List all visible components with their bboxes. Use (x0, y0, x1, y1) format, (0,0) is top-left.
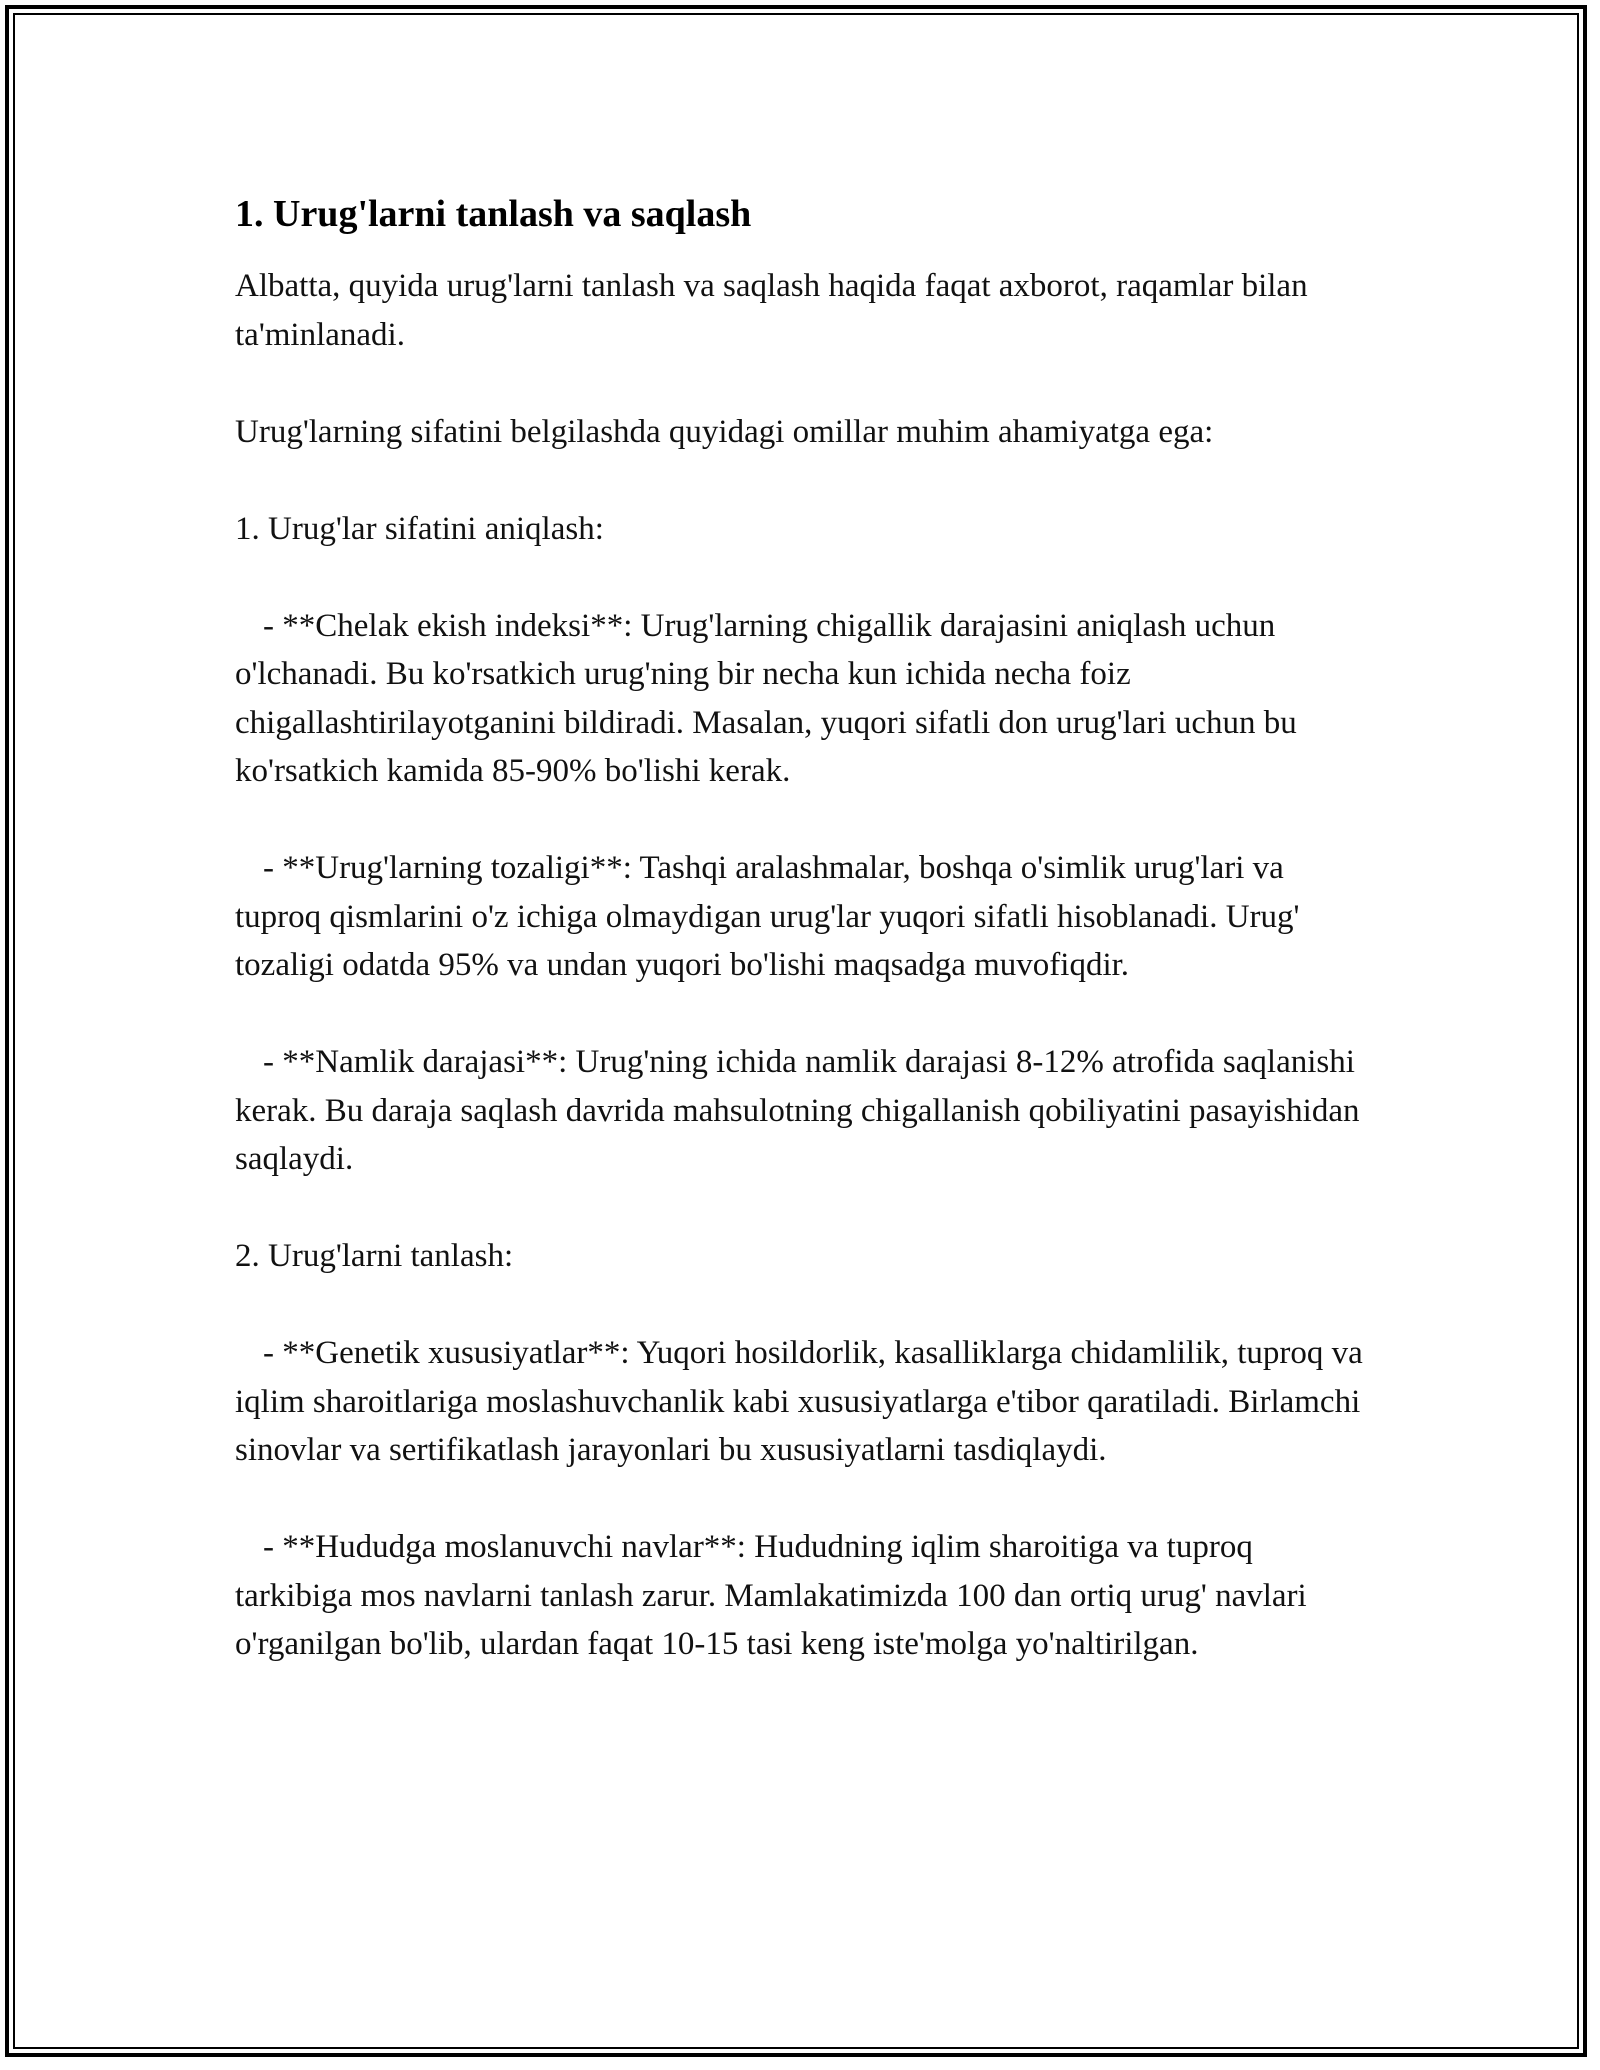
document-body (235, 190, 1370, 1717)
section-heading-selection: 2. Urug'larni tanlash: (235, 1238, 514, 1274)
paragraph-intro: Albatta, quyida urug'larni tanlash va saqlash haqida faqat axborot, raqamlar bilan ta'minlanadi. (235, 268, 1316, 353)
list-item-regional-varieties: - **Hududga moslanuvchi navlar**: Hududning iqlim sharoitiga va tuproq tarkibiga mos navlarni tanlash zarur. Mamlakatimizda 100 dan ortiq urug' navlari o'rganilgan bo'lib, ulardan faqat 10-15 tasi keng iste'molga yo'naltirilgan. (235, 1529, 1315, 1662)
list-item-purity: - **Urug'larning tozaligi**: Tashqi aralashmalar, boshqa o'simlik urug'lari va tuproq qismlarini o'z ichiga olmaydigan urug'lar yuqori sifatli hisoblanadi. Urug' tozaligi odatda 95% va undan yuqori bo'lishi maqsadga muvofiqdir. (235, 850, 1308, 983)
list-item-genetic: - **Genetik xususiyatlar**: Yuqori hosildorlik, kasalliklarga chidamlilik, tuproq va iqlim sharoitlariga moslashuvchanlik kabi xususiyatlarga e'tibor qaratiladi. Birlamchi sinovlar va sertifikatlash jarayonlari bu xususiyatlarni tasdiqlaydi. (235, 1335, 1372, 1468)
list-item-moisture: - **Namlik darajasi**: Urug'ning ichida namlik darajasi 8-12% atrofida saqlanishi kerak. Bu daraja saqlash davrida mahsulotning chigallanish qobiliyatini pasayishidan saqlaydi. (235, 1044, 1368, 1177)
section-heading-quality: 1. Urug'lar sifatini aniqlash: (235, 510, 604, 547)
list-item-planting-index: - **Chelak ekish indeksi**: Urug'larning chigallik darajasini aniqlash uchun o'lchanadi. Bu ko'rsatkich urug'ning bir necha kun ichida necha foiz chigallashtirilayotganini bildiradi. Masalan, yuqori sifatli don urug'lari uchun bu ko'rsatkich kamida 85-90% bo'lishi kerak. (235, 607, 1305, 789)
document-title: 1. Urug'larni tanlash va saqlash (235, 193, 752, 235)
paragraph-factors: Urug'larning sifatini belgilashda quyidagi omillar muhim ahamiyatga ega: (235, 413, 1214, 450)
